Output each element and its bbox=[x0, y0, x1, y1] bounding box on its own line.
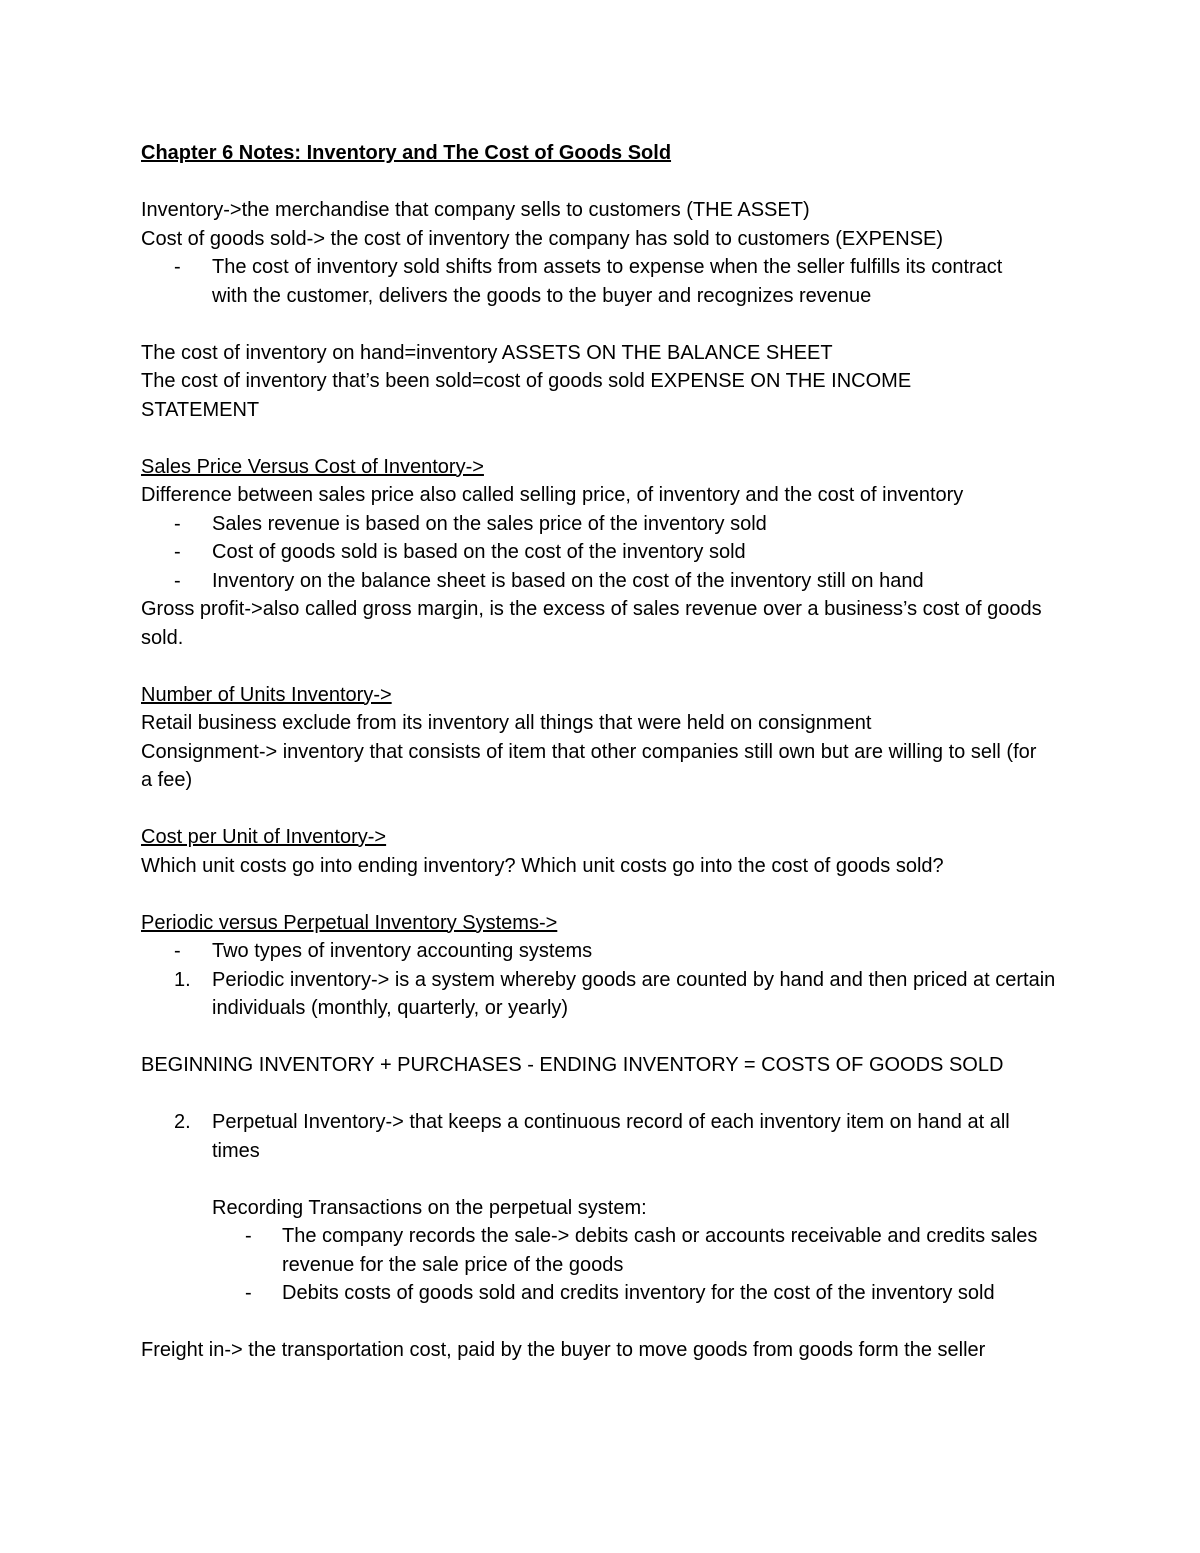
bullet-dash: - bbox=[174, 512, 181, 535]
units-text: Retail business exclude from its inventory all things that were held on consignment bbox=[141, 712, 872, 734]
spacer bbox=[141, 1080, 1061, 1109]
list-item bbox=[141, 510, 1061, 539]
list-item bbox=[141, 538, 1061, 567]
list-item-text: Inventory on the balance sheet is based on the cost of the inventory still on hand bbox=[212, 569, 924, 592]
list-number: 1. bbox=[174, 968, 191, 991]
spacer bbox=[141, 880, 1061, 909]
bullet-dash: - bbox=[174, 940, 181, 962]
spacer bbox=[141, 652, 1061, 681]
list-item bbox=[141, 1279, 1061, 1308]
spacer bbox=[141, 795, 1061, 824]
list-item-text: Periodic inventory-> is a system whereby goods are counted by hand and then priced at certain individuals (monthly, quarterly, or yearly) bbox=[212, 968, 1056, 1019]
recording-heading: Recording Transactions on the perpetual system: bbox=[212, 1196, 647, 1219]
sales-price-text: Difference between sales price also called selling price, of inventory and the cost of inventory bbox=[141, 484, 964, 506]
numbered-item bbox=[141, 966, 1061, 1023]
document-content bbox=[141, 139, 1061, 1365]
list-item bbox=[141, 937, 1061, 966]
freight-in-definition: Freight in-> the transportation cost, paid by the buyer to move goods from goods form the seller bbox=[141, 1339, 986, 1361]
list-item bbox=[141, 1222, 1061, 1279]
section-heading-cost-per-unit: Cost per Unit of Inventory-> bbox=[141, 826, 387, 848]
spacer bbox=[141, 310, 1061, 339]
spacer bbox=[141, 1165, 1061, 1194]
list-item-text: The company records the sale-> debits cash or accounts receivable and credits sales revenue for the sale price of the goods bbox=[282, 1225, 1038, 1276]
cogs-formula: BEGINNING INVENTORY + PURCHASES - ENDING INVENTORY = COSTS OF GOODS SOLD bbox=[141, 1054, 1004, 1076]
bullet-dash: - bbox=[245, 1225, 252, 1247]
spacer bbox=[141, 424, 1061, 453]
list-item-text: Cost of goods sold is based on the cost of the inventory sold bbox=[212, 541, 746, 563]
list-item-text: Debits costs of goods sold and credits inventory for the cost of the inventory sold bbox=[282, 1282, 995, 1304]
spacer bbox=[141, 1023, 1061, 1052]
cost-per-unit-text: Which unit costs go into ending inventory? Which unit costs go into the cost of goods sold? bbox=[141, 854, 944, 877]
list-item-text: Perpetual Inventory-> that keeps a continuous record of each inventory item on hand at all times bbox=[212, 1111, 1010, 1162]
bullet-dash: - bbox=[174, 569, 181, 592]
list-item-text: Two types of inventory accounting systems bbox=[212, 940, 593, 962]
section-heading-sales-price: Sales Price Versus Cost of Inventory-> bbox=[141, 455, 484, 478]
section-heading-units: Number of Units Inventory-> bbox=[141, 683, 392, 706]
section-heading-systems: Periodic versus Perpetual Inventory Systems-> bbox=[141, 911, 558, 934]
list-item bbox=[141, 567, 1061, 596]
numbered-item bbox=[141, 1108, 1061, 1165]
list-number: 2. bbox=[174, 1111, 191, 1133]
bullet-dash: - bbox=[174, 541, 181, 563]
cogs-definition: Cost of goods sold-> the cost of inventory the company has sold to customers (EXPENSE) bbox=[141, 227, 944, 250]
bullet-dash: - bbox=[174, 256, 181, 278]
gross-profit-definition: Gross profit->also called gross margin, is the excess of sales revenue over a business’s cost of goods sold. bbox=[141, 598, 1042, 649]
spacer bbox=[141, 1308, 1061, 1337]
list-item bbox=[141, 253, 1061, 310]
inventory-definition: Inventory->the merchandise that company sells to customers (THE ASSET) bbox=[141, 199, 810, 221]
page-title: Chapter 6 Notes: Inventory and The Cost of Goods Sold bbox=[141, 142, 672, 164]
spacer bbox=[141, 168, 1061, 197]
list-item-text: Sales revenue is based on the sales price of the inventory sold bbox=[212, 512, 767, 535]
bullet-dash: - bbox=[245, 1282, 252, 1304]
list-item-text: The cost of inventory sold shifts from assets to expense when the seller fulfills its contract with the customer, delivers the goods to the buyer and recognizes revenue bbox=[212, 256, 1003, 307]
summary-assets: The cost of inventory on hand=inventory ASSETS ON THE BALANCE SHEET bbox=[141, 341, 833, 364]
consignment-definition: Consignment-> inventory that consists of item that other companies still own but are willing to sell (for a fee) bbox=[141, 740, 1037, 791]
summary-expense: The cost of inventory that’s been sold=cost of goods sold EXPENSE ON THE INCOME STATEMENT bbox=[141, 370, 912, 421]
